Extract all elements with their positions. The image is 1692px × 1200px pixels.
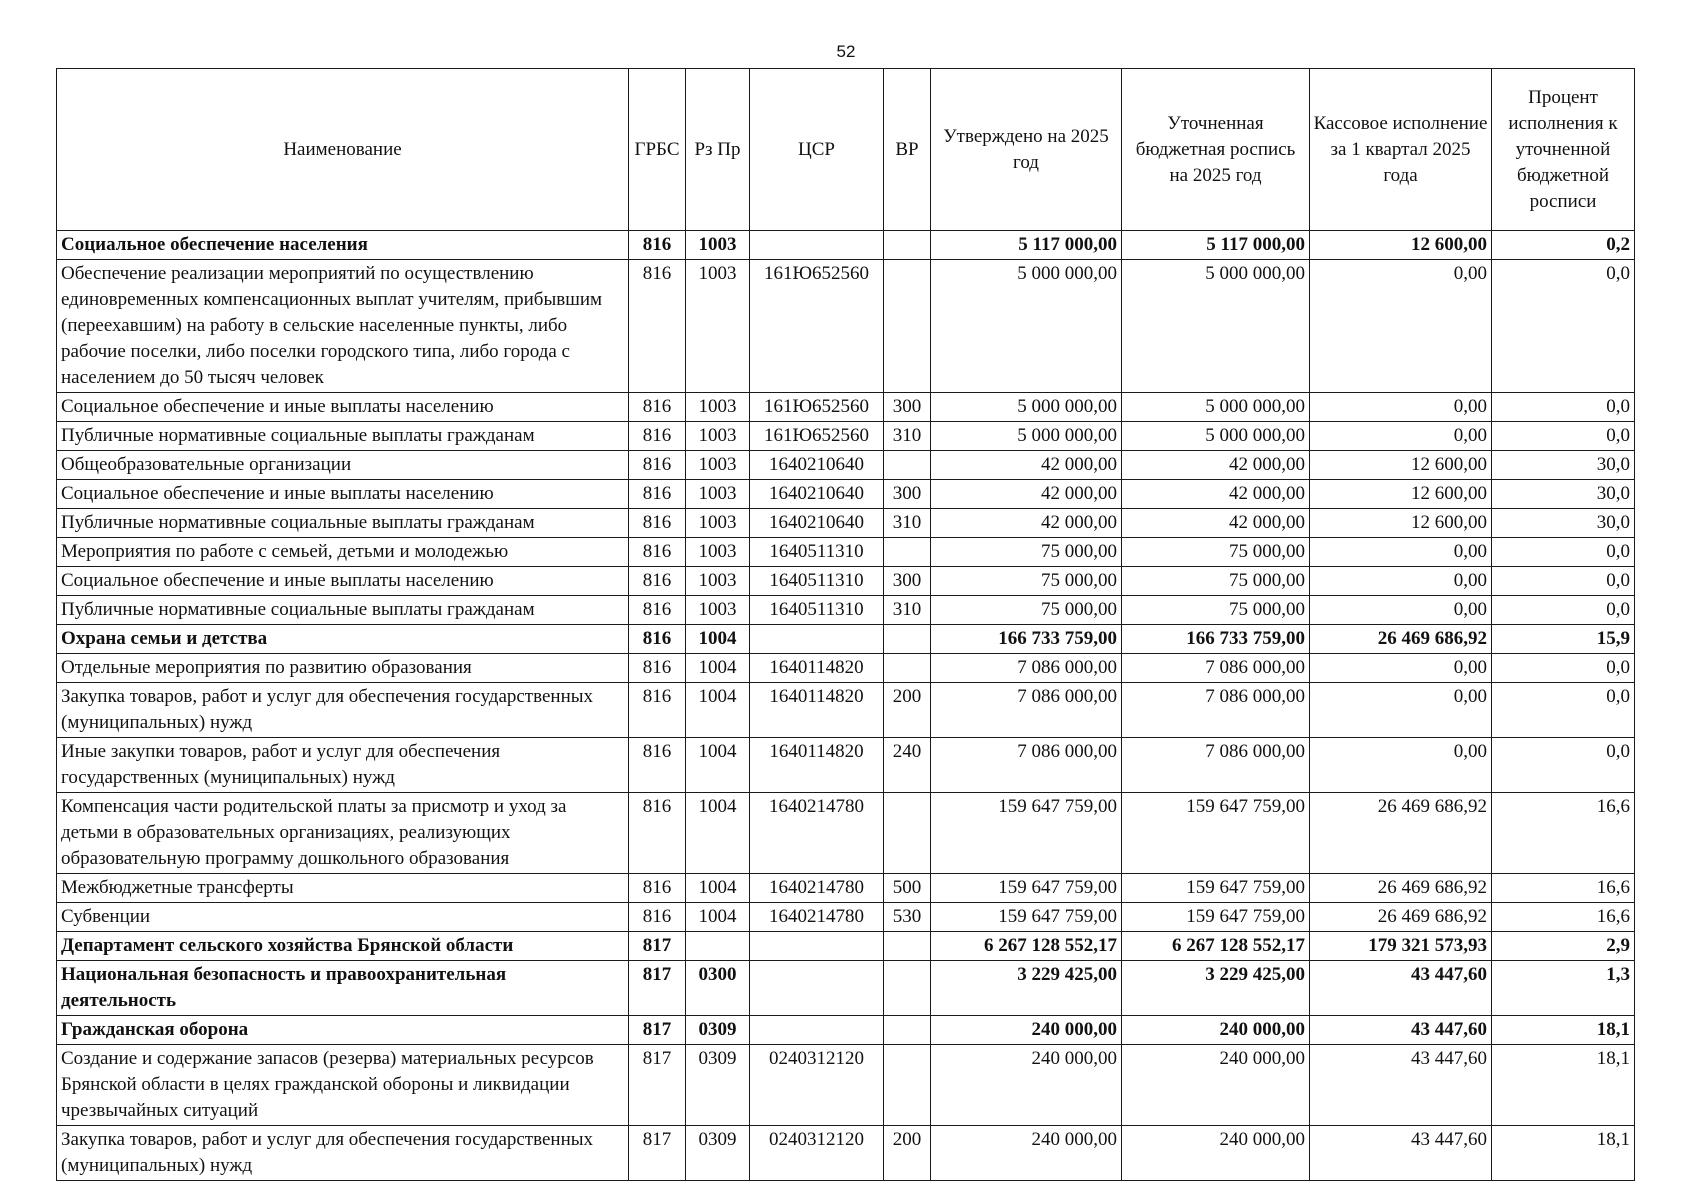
cell-refined: 240 000,00 <box>1122 1126 1310 1181</box>
cell-rzpr: 1003 <box>686 451 750 480</box>
cell-approved: 75 000,00 <box>931 567 1122 596</box>
header-row <box>57 69 1635 231</box>
header-vr: ВР <box>884 69 931 231</box>
cell-csr: 1640511310 <box>750 567 884 596</box>
cell-approved: 42 000,00 <box>931 509 1122 538</box>
cell-csr: 1640214780 <box>750 874 884 903</box>
cell-percent: 0,0 <box>1492 683 1635 738</box>
cell-cash: 0,00 <box>1310 422 1492 451</box>
cell-approved: 5 000 000,00 <box>931 422 1122 451</box>
cell-percent: 30,0 <box>1492 509 1635 538</box>
cell-cash: 0,00 <box>1310 260 1492 393</box>
cell-name: Иные закупки товаров, работ и услуг для обеспечения государственных (муниципальных) нужд <box>57 738 629 793</box>
cell-grbs: 817 <box>629 1045 686 1126</box>
table-row <box>57 932 1635 961</box>
cell-vr <box>884 932 931 961</box>
cell-approved: 166 733 759,00 <box>931 625 1122 654</box>
cell-name: Закупка товаров, работ и услуг для обеспечения государственных (муниципальных) нужд <box>57 683 629 738</box>
cell-rzpr: 1003 <box>686 231 750 260</box>
cell-percent: 0,0 <box>1492 654 1635 683</box>
cell-csr: 1640210640 <box>750 451 884 480</box>
table-row <box>57 538 1635 567</box>
cell-rzpr: 0309 <box>686 1045 750 1126</box>
cell-rzpr: 1003 <box>686 393 750 422</box>
cell-cash: 43 447,60 <box>1310 961 1492 1016</box>
cell-grbs: 816 <box>629 260 686 393</box>
cell-approved: 7 086 000,00 <box>931 738 1122 793</box>
cell-cash: 0,00 <box>1310 596 1492 625</box>
cell-percent: 2,9 <box>1492 932 1635 961</box>
header-rzpr: Рз Пр <box>686 69 750 231</box>
header-percent: Процент исполнения к уточненной бюджетной росписи <box>1492 69 1635 231</box>
cell-cash: 0,00 <box>1310 538 1492 567</box>
cell-vr <box>884 961 931 1016</box>
cell-approved: 5 000 000,00 <box>931 260 1122 393</box>
cell-cash: 179 321 573,93 <box>1310 932 1492 961</box>
cell-name: Департамент сельского хозяйства Брянской области <box>57 932 629 961</box>
cell-percent: 0,0 <box>1492 596 1635 625</box>
cell-rzpr: 0309 <box>686 1016 750 1045</box>
header-approved: Утверждено на 2025 год <box>931 69 1122 231</box>
cell-grbs: 816 <box>629 538 686 567</box>
cell-csr: 161Ю652560 <box>750 260 884 393</box>
cell-percent: 18,1 <box>1492 1045 1635 1126</box>
table-row <box>57 874 1635 903</box>
table-row <box>57 260 1635 393</box>
cell-vr <box>884 1016 931 1045</box>
cell-grbs: 816 <box>629 422 686 451</box>
cell-rzpr: 1004 <box>686 874 750 903</box>
cell-csr <box>750 231 884 260</box>
cell-vr <box>884 793 931 874</box>
cell-name: Охрана семьи и детства <box>57 625 629 654</box>
cell-approved: 240 000,00 <box>931 1126 1122 1181</box>
cell-vr: 200 <box>884 1126 931 1181</box>
cell-percent: 30,0 <box>1492 451 1635 480</box>
cell-grbs: 816 <box>629 625 686 654</box>
cell-rzpr: 1004 <box>686 738 750 793</box>
table-row <box>57 231 1635 260</box>
cell-csr: 161Ю652560 <box>750 422 884 451</box>
table-row <box>57 422 1635 451</box>
cell-approved: 7 086 000,00 <box>931 683 1122 738</box>
cell-refined: 5 000 000,00 <box>1122 422 1310 451</box>
cell-cash: 12 600,00 <box>1310 231 1492 260</box>
table-row <box>57 961 1635 1016</box>
cell-vr <box>884 654 931 683</box>
table-row <box>57 393 1635 422</box>
cell-refined: 7 086 000,00 <box>1122 738 1310 793</box>
cell-name: Мероприятия по работе с семьей, детьми и молодежью <box>57 538 629 567</box>
cell-approved: 5 117 000,00 <box>931 231 1122 260</box>
cell-csr <box>750 961 884 1016</box>
cell-rzpr: 1004 <box>686 683 750 738</box>
cell-csr: 1640214780 <box>750 793 884 874</box>
table-row <box>57 654 1635 683</box>
cell-approved: 159 647 759,00 <box>931 903 1122 932</box>
table-row <box>57 1045 1635 1126</box>
cell-cash: 12 600,00 <box>1310 480 1492 509</box>
table-row <box>57 793 1635 874</box>
cell-percent: 0,0 <box>1492 538 1635 567</box>
cell-approved: 159 647 759,00 <box>931 874 1122 903</box>
cell-grbs: 817 <box>629 932 686 961</box>
cell-percent: 0,0 <box>1492 260 1635 393</box>
cell-csr: 1640114820 <box>750 738 884 793</box>
table-row <box>57 596 1635 625</box>
cell-grbs: 816 <box>629 480 686 509</box>
cell-percent: 16,6 <box>1492 903 1635 932</box>
cell-csr: 1640210640 <box>750 509 884 538</box>
cell-refined: 75 000,00 <box>1122 596 1310 625</box>
cell-name: Социальное обеспечение и иные выплаты населению <box>57 480 629 509</box>
header-refined: Уточненная бюджетная роспись на 2025 год <box>1122 69 1310 231</box>
cell-cash: 26 469 686,92 <box>1310 874 1492 903</box>
cell-name: Обеспечение реализации мероприятий по осуществлению единовременных компенсационных выплат учителям, прибывшим (переехавшим) на работу в сельские населенные пункты, либо рабочие поселки, либо поселки городского типа, либо города с населением до 50 тысяч человек <box>57 260 629 393</box>
cell-vr: 500 <box>884 874 931 903</box>
cell-approved: 240 000,00 <box>931 1016 1122 1045</box>
cell-cash: 0,00 <box>1310 683 1492 738</box>
cell-name: Публичные нормативные социальные выплаты гражданам <box>57 596 629 625</box>
cell-csr: 1640114820 <box>750 654 884 683</box>
cell-csr: 1640114820 <box>750 683 884 738</box>
cell-grbs: 816 <box>629 793 686 874</box>
cell-grbs: 817 <box>629 1126 686 1181</box>
cell-csr: 1640214780 <box>750 903 884 932</box>
cell-csr: 1640210640 <box>750 480 884 509</box>
cell-vr: 310 <box>884 596 931 625</box>
cell-percent: 30,0 <box>1492 480 1635 509</box>
cell-percent: 16,6 <box>1492 874 1635 903</box>
cell-refined: 42 000,00 <box>1122 509 1310 538</box>
cell-percent: 0,0 <box>1492 567 1635 596</box>
table-row <box>57 567 1635 596</box>
cell-refined: 240 000,00 <box>1122 1016 1310 1045</box>
cell-approved: 3 229 425,00 <box>931 961 1122 1016</box>
cell-refined: 5 000 000,00 <box>1122 260 1310 393</box>
cell-refined: 5 117 000,00 <box>1122 231 1310 260</box>
cell-vr: 530 <box>884 903 931 932</box>
cell-rzpr: 1003 <box>686 480 750 509</box>
cell-grbs: 816 <box>629 509 686 538</box>
cell-cash: 26 469 686,92 <box>1310 625 1492 654</box>
cell-grbs: 816 <box>629 451 686 480</box>
cell-rzpr <box>686 932 750 961</box>
cell-cash: 12 600,00 <box>1310 451 1492 480</box>
cell-rzpr: 1003 <box>686 596 750 625</box>
cell-rzpr: 1004 <box>686 793 750 874</box>
cell-name: Социальное обеспечение и иные выплаты населению <box>57 393 629 422</box>
cell-rzpr: 1003 <box>686 260 750 393</box>
table-row <box>57 509 1635 538</box>
cell-vr: 240 <box>884 738 931 793</box>
cell-grbs: 816 <box>629 738 686 793</box>
cell-csr: 161Ю652560 <box>750 393 884 422</box>
cell-cash: 26 469 686,92 <box>1310 903 1492 932</box>
cell-csr: 1640511310 <box>750 596 884 625</box>
cell-rzpr: 1003 <box>686 422 750 451</box>
cell-vr <box>884 625 931 654</box>
cell-name: Отдельные мероприятия по развитию образования <box>57 654 629 683</box>
cell-refined: 42 000,00 <box>1122 451 1310 480</box>
cell-rzpr: 1003 <box>686 567 750 596</box>
cell-vr: 310 <box>884 422 931 451</box>
cell-percent: 15,9 <box>1492 625 1635 654</box>
cell-refined: 7 086 000,00 <box>1122 683 1310 738</box>
table-row <box>57 903 1635 932</box>
cell-csr: 0240312120 <box>750 1126 884 1181</box>
cell-vr <box>884 538 931 567</box>
cell-approved: 240 000,00 <box>931 1045 1122 1126</box>
cell-refined: 3 229 425,00 <box>1122 961 1310 1016</box>
cell-approved: 159 647 759,00 <box>931 793 1122 874</box>
cell-rzpr: 0309 <box>686 1126 750 1181</box>
cell-name: Субвенции <box>57 903 629 932</box>
cell-percent: 1,3 <box>1492 961 1635 1016</box>
cell-rzpr: 1004 <box>686 654 750 683</box>
cell-refined: 240 000,00 <box>1122 1045 1310 1126</box>
table-row <box>57 480 1635 509</box>
cell-refined: 42 000,00 <box>1122 480 1310 509</box>
cell-cash: 12 600,00 <box>1310 509 1492 538</box>
table-row <box>57 738 1635 793</box>
table-row <box>57 451 1635 480</box>
cell-rzpr: 1004 <box>686 625 750 654</box>
cell-name: Закупка товаров, работ и услуг для обеспечения государственных (муниципальных) нужд <box>57 1126 629 1181</box>
header-grbs: ГРБС <box>629 69 686 231</box>
cell-vr: 200 <box>884 683 931 738</box>
cell-rzpr: 1003 <box>686 509 750 538</box>
cell-grbs: 816 <box>629 683 686 738</box>
page-number: 52 <box>836 42 856 61</box>
cell-vr <box>884 260 931 393</box>
cell-cash: 43 447,60 <box>1310 1126 1492 1181</box>
cell-refined: 7 086 000,00 <box>1122 654 1310 683</box>
cell-vr: 300 <box>884 480 931 509</box>
cell-percent: 0,0 <box>1492 738 1635 793</box>
cell-percent: 16,6 <box>1492 793 1635 874</box>
cell-name: Компенсация части родительской платы за присмотр и уход за детьми в образовательных организациях, реализующих образовательную программу дошкольного образования <box>57 793 629 874</box>
cell-grbs: 816 <box>629 874 686 903</box>
cell-refined: 5 000 000,00 <box>1122 393 1310 422</box>
cell-percent: 18,1 <box>1492 1016 1635 1045</box>
header-name: Наименование <box>57 69 629 231</box>
cell-name: Социальное обеспечение населения <box>57 231 629 260</box>
table-row <box>57 625 1635 654</box>
cell-refined: 159 647 759,00 <box>1122 793 1310 874</box>
cell-vr: 300 <box>884 393 931 422</box>
cell-name: Общеобразовательные организации <box>57 451 629 480</box>
cell-vr <box>884 231 931 260</box>
cell-csr <box>750 625 884 654</box>
cell-refined: 166 733 759,00 <box>1122 625 1310 654</box>
cell-percent: 18,1 <box>1492 1126 1635 1181</box>
cell-cash: 43 447,60 <box>1310 1045 1492 1126</box>
cell-refined: 75 000,00 <box>1122 567 1310 596</box>
table-body <box>57 231 1635 1181</box>
header-csr: ЦСР <box>750 69 884 231</box>
cell-grbs: 816 <box>629 596 686 625</box>
cell-vr <box>884 451 931 480</box>
cell-name: Создание и содержание запасов (резерва) материальных ресурсов Брянской области в целях гражданской обороны и ликвидации чрезвычайных ситуаций <box>57 1045 629 1126</box>
cell-vr: 300 <box>884 567 931 596</box>
cell-refined: 6 267 128 552,17 <box>1122 932 1310 961</box>
cell-vr: 310 <box>884 509 931 538</box>
cell-name: Межбюджетные трансферты <box>57 874 629 903</box>
cell-approved: 42 000,00 <box>931 480 1122 509</box>
table-row <box>57 1126 1635 1181</box>
cell-approved: 75 000,00 <box>931 538 1122 567</box>
cell-csr <box>750 1016 884 1045</box>
cell-csr: 0240312120 <box>750 1045 884 1126</box>
cell-grbs: 817 <box>629 961 686 1016</box>
cell-grbs: 816 <box>629 393 686 422</box>
cell-cash: 0,00 <box>1310 567 1492 596</box>
cell-cash: 0,00 <box>1310 654 1492 683</box>
cell-approved: 75 000,00 <box>931 596 1122 625</box>
cell-approved: 42 000,00 <box>931 451 1122 480</box>
cell-grbs: 817 <box>629 1016 686 1045</box>
cell-approved: 6 267 128 552,17 <box>931 932 1122 961</box>
cell-refined: 159 647 759,00 <box>1122 903 1310 932</box>
cell-cash: 26 469 686,92 <box>1310 793 1492 874</box>
cell-name: Гражданская оборона <box>57 1016 629 1045</box>
cell-percent: 0,0 <box>1492 422 1635 451</box>
cell-cash: 43 447,60 <box>1310 1016 1492 1045</box>
cell-rzpr: 1004 <box>686 903 750 932</box>
cell-csr <box>750 932 884 961</box>
cell-name: Публичные нормативные социальные выплаты гражданам <box>57 509 629 538</box>
cell-name: Национальная безопасность и правоохранительная деятельность <box>57 961 629 1016</box>
cell-grbs: 816 <box>629 567 686 596</box>
cell-refined: 159 647 759,00 <box>1122 874 1310 903</box>
table-row <box>57 683 1635 738</box>
cell-vr <box>884 1045 931 1126</box>
cell-cash: 0,00 <box>1310 738 1492 793</box>
cell-grbs: 816 <box>629 903 686 932</box>
cell-csr: 1640511310 <box>750 538 884 567</box>
cell-approved: 5 000 000,00 <box>931 393 1122 422</box>
cell-name: Публичные нормативные социальные выплаты гражданам <box>57 422 629 451</box>
cell-rzpr: 1003 <box>686 538 750 567</box>
cell-approved: 7 086 000,00 <box>931 654 1122 683</box>
cell-grbs: 816 <box>629 654 686 683</box>
table-header <box>57 69 1635 231</box>
cell-name: Социальное обеспечение и иные выплаты населению <box>57 567 629 596</box>
cell-rzpr: 0300 <box>686 961 750 1016</box>
cell-cash: 0,00 <box>1310 393 1492 422</box>
cell-percent: 0,2 <box>1492 231 1635 260</box>
cell-grbs: 816 <box>629 231 686 260</box>
cell-refined: 75 000,00 <box>1122 538 1310 567</box>
table-row <box>57 1016 1635 1045</box>
cell-percent: 0,0 <box>1492 393 1635 422</box>
budget-execution-table <box>56 68 1635 1181</box>
header-cash: Кассовое исполнение за 1 квартал 2025 года <box>1310 69 1492 231</box>
